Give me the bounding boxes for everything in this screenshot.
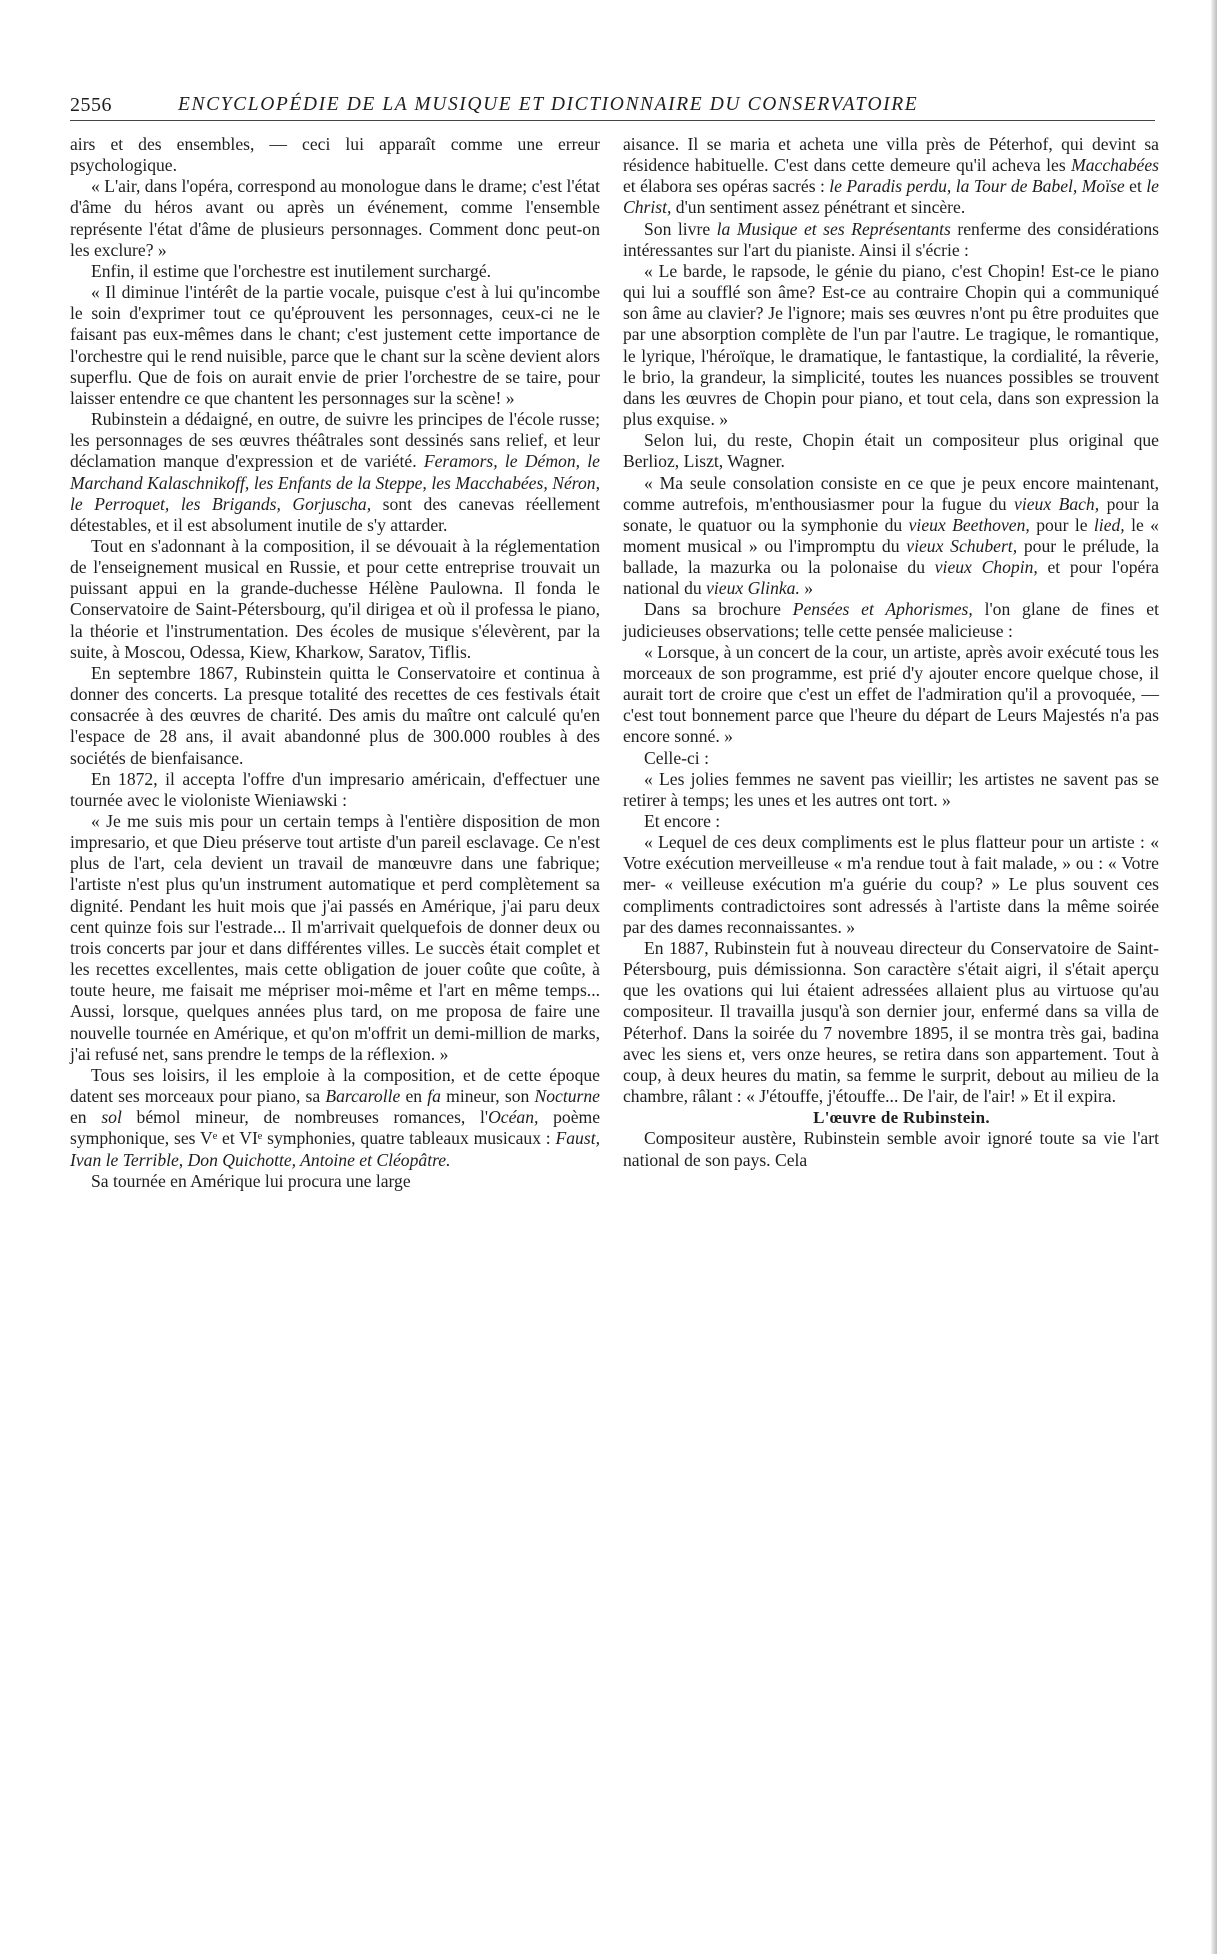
text-span: poème symphonique, ses Vᵉ et VIᵉ symphonies, quatre tableaux musicaux : [70,1107,601,1149]
quote-paragraph: « Les jolies femmes ne savent pas vieillir; les artistes ne savent pas se retirer à temps; les unes et les autres ont tort. » [623,768,1159,810]
text-span: pour le prélude, la ballade, la mazurka ou la polonaise du [623,535,1159,578]
paragraph: Compositeur austère, Rubinstein semble avoir ignoré toute sa vie l'art national de son pays. Cela [623,1128,1159,1170]
paragraph: airs et des ensembles, — ceci lui apparaît comme une erreur psychologique. [70,134,600,176]
text-span: Son livre [644,218,717,239]
text-span: Dans sa brochure [644,599,793,620]
work-title: le Christ, [623,176,1159,218]
right-column [623,134,1159,1171]
text-span: et pour l'opéra national du [623,557,1159,599]
works-list: le Paradis perdu, la Tour de Babel, Moïse [829,176,1125,197]
paragraph: Selon lui, du reste, Chopin était un compositeur plus original que Berlioz, Liszt, Wagner. [623,430,1159,472]
running-title: ENCYCLOPÉDIE DE LA MUSIQUE ET DICTIONNAIRE DU CONSERVATOIRE [178,94,919,115]
text-span: pour le [1029,514,1094,535]
paragraph: En 1887, Rubinstein fut à nouveau directeur du Conservatoire de Saint-Pétersbourg, puis démissionna. Son caractère s'était aigri, il s'était aperçu que les ovations qui lui étaient adressées allaient plus au virtuose qu'au compositeur. Il travailla jusqu'à son dernier jour, enfermé dans sa villa de Péterhof. Dans la soirée du 7 novembre 1895, il se montra très gai, badina avec les siens et, vers onze heures, se retira dans son appartement. Tout à coup, à deux heures du matin, sa femme le surprit, debout au milieu de la chambre, râlant : « J'étouffe, j'étouffe... De l'air, de l'air! » Et il expira. [623,937,1159,1107]
paragraph: Enfin, il estime que l'orchestre est inutilement surchargé. [91,260,492,281]
composer-ref: vieux Chopin, [934,557,1038,578]
quote-paragraph: « Il diminue l'intérêt de la partie vocale, puisque c'est à lui qu'incombe le soin d'exprimer tout ce qu'éprouvent les personnages, ceux-ci ne le faisant pas eux-mêmes dans le chant; c'est justement cette importance de l'orchestre qui le rend nuisible, parce que le chant sur la scène devient alors superflu. Que de fois on aurait envie de prier l'orchestre de se taire, pour laisser entendre ce que chantent les personnages sur la scène! » [70,282,600,408]
text-span: renferme des considérations intéressantes sur l'art du pianiste. Ainsi il s'écrie : [623,218,1159,260]
left-column [70,134,600,1192]
text-span: le « moment musical » ou l'impromptu du [623,514,1159,556]
text-span: et [1124,176,1147,197]
paragraph: En septembre 1867, Rubinstein quitta le Conservatoire et continua à donner des concerts. La presque totalité des recettes de ces festivals était consacrée à des œuvres de charité. Des amis du maître ont calculé qu'en l'espace de 28 ans, il avait abandonné plus de 300.000 roubles à des sociétés de bienfaisance. [70,662,600,768]
text-span: Rubinstein a dédaigné, en outre, de suivre les principes de l'école russe; les personnages de ses œuvres théâtrales sont dessinés sans relief, et leur déclamation manque d'expression et de variété. [70,409,600,472]
paragraph: Et encore : [644,811,721,831]
work-title: Nocturne [534,1086,600,1107]
composer-ref: vieux Schubert, [906,535,1018,556]
page-number: 2556 [70,94,112,116]
page-edge-shadow [1211,0,1217,1954]
text-span: pour la sonate, le quatuor ou la symphonie du [623,493,1159,535]
genre-ref: lied, [1093,514,1125,535]
text-span: mineur, son [440,1086,535,1107]
composer-ref: vieux Beethoven, [908,514,1030,535]
text-span: en [400,1086,428,1107]
quote-paragraph [623,473,1159,600]
work-title: Barcarolle [325,1086,401,1107]
paragraph [623,219,1159,261]
running-header [70,94,1155,121]
quote-paragraph: « L'air, dans l'opéra, correspond au monologue dans le drame; c'est l'état d'âme du héros avant ou après un événement, comme l'ensemble représente l'état d'âme de plusieurs personnages. Comment donc peut-on les exclure? » [70,176,600,260]
paragraph [623,134,1159,219]
key-name: sol [101,1107,122,1128]
quote-paragraph: « Je me suis mis pour un certain temps à l'entière disposition de mon impresario, et que Dieu préserve tout artiste d'un pareil esclavage. Ce n'est plus de l'art, cela devient un travail de manœuvre dans une fabrique; l'artiste n'est plus qu'un instrument automatique et perd complètement sa dignité. Pendant les huit mois que j'ai passés en Amérique, j'ai paru deux cent quinze fois sur l'estrade... Il m'arrivait quelquefois de donner deux ou trois concerts par jour et dans différentes villes. Le succès était complet et les recettes excellentes, mais cette obligation de jouer coûte que coûte, à toute heure, me faisait me mépriser moi-même et l'art en même temps... Aussi, lorsque, quelques années plus tard, on me proposa de faire une nouvelle tournée en Amérique, et qu'on m'offrit un demi-million de marks, j'ai refusé net, sans prendre le temps de la réflexion. » [70,811,600,1064]
composer-ref: vieux Glinka. [706,578,800,599]
quote-paragraph: « Lorsque, à un concert de la cour, un artiste, après avoir exécuté tous les morceaux de son programme, est prié d'y ajouter encore quelque chose, il aurait tort de croire que c'est un effet de l'admiration qu'il a provoquée, — c'est tout bonnement parce que l'heure du départ de Leurs Majestés n'a pas encore sonné. » [623,641,1159,747]
paragraph [70,1065,600,1171]
book-title: la Musique et ses Représentants [716,218,951,239]
works-list: Feramors, le Démon, le Marchand Kalaschnikoff, les Enfants de la Steppe, les Macchabées, Néron, le Perroquet, les Brigands, Gorjuscha, [70,451,600,514]
text-span: d'un sentiment assez pénétrant et sincère. [671,197,966,218]
paragraph: Sa tournée en Amérique lui procura une large [91,1170,411,1191]
works-list: Faust, Ivan le Terrible, Don Quichotte, Antoine et Cléopâtre. [70,1128,600,1170]
text-span: sont des canevas réellement détestables, et il est absolument inutile de s'y attarder. [70,493,600,535]
text-span: Tous ses loisirs, il les emploie à la composition, et de cette époque datent ses morceaux pour piano, sa [70,1064,600,1107]
paragraph [623,599,1159,641]
paragraph [70,409,600,536]
text-span: et élabora ses opéras sacrés : [623,176,830,197]
paragraph: En 1872, il accepta l'offre d'un impresario américain, d'effectuer une tournée avec le violoniste Wieniawski : [70,768,600,810]
book-title: Pensées et Aphorismes, [792,599,973,620]
quote-paragraph: « Le barde, le rapsode, le génie du piano, c'est Chopin! Est-ce le piano qui lui a soufflé son âme? Est-ce au contraire Chopin qui a communiqué son âme au clavier? Je l'ignore; mais ses œuvres n'ont pu être produites que par une absorption complète de l'un par l'autre. Le tragique, le romantique, le lyrique, l'héroïque, le dramatique, le fantastique, la cordialité, la rêverie, le brio, la grandeur, la simplicité, toutes les nuances possibles se trouvent dans les œuvres de Chopin pour piano, et tout cela, dans son expression la plus exquise. » [623,260,1159,430]
paragraph: Tout en s'adonnant à la composition, il se dévouait à la réglementation de l'enseignement musical en Russie, et pour cette entreprise trouvait un puissant appui en la grande-duchesse Hélène Paulowna. Il fonda le Conservatoire de Saint-Pétersbourg, qu'il dirigea et où il professa le piano, la théorie et l'instrumentation. Des écoles de musique s'élevèrent, par la suite, à Moscou, Odessa, Kiew, Kharkow, Saratov, Tiflis. [70,535,600,662]
work-title: Macchabées [1071,155,1159,176]
section-heading: L'œuvre de Rubinstein. [813,1108,990,1128]
text-span: aisance. Il se maria et acheta une villa près de Péterhof, qui devint sa résidence habituelle. C'est dans cette demeure qu'il acheva les [623,134,1159,176]
quote-paragraph: « Lequel de ces deux compliments est le plus flatteur pour un artiste : « Votre exécution merveilleuse « m'a rendue tout à fait malade, » ou : « Votre mer- « veilleuse exécution m'a guérie du coup? » Le plus souvent ces compliments contradictoires sont adressés à l'artiste dans la même soirée par des dames reconnaissantes. » [623,832,1159,937]
work-title: Océan, [488,1107,539,1128]
composer-ref: vieux Bach, [1014,493,1100,514]
text-span: bémol mineur, de nombreuses romances, l' [121,1107,489,1128]
key-name: fa [427,1086,441,1107]
text-span: « Ma seule consolation consiste en ce que je peux encore maintenant, comme autrefois, m'enthousiasmer pour la fugue du [623,472,1159,514]
text-span: l'on glane de fines et judicieuses observations; telle cette pensée malicieuse : [623,599,1159,641]
text-span: » [799,578,814,599]
paragraph: Celle-ci : [644,747,709,768]
text-span: en [70,1107,102,1128]
